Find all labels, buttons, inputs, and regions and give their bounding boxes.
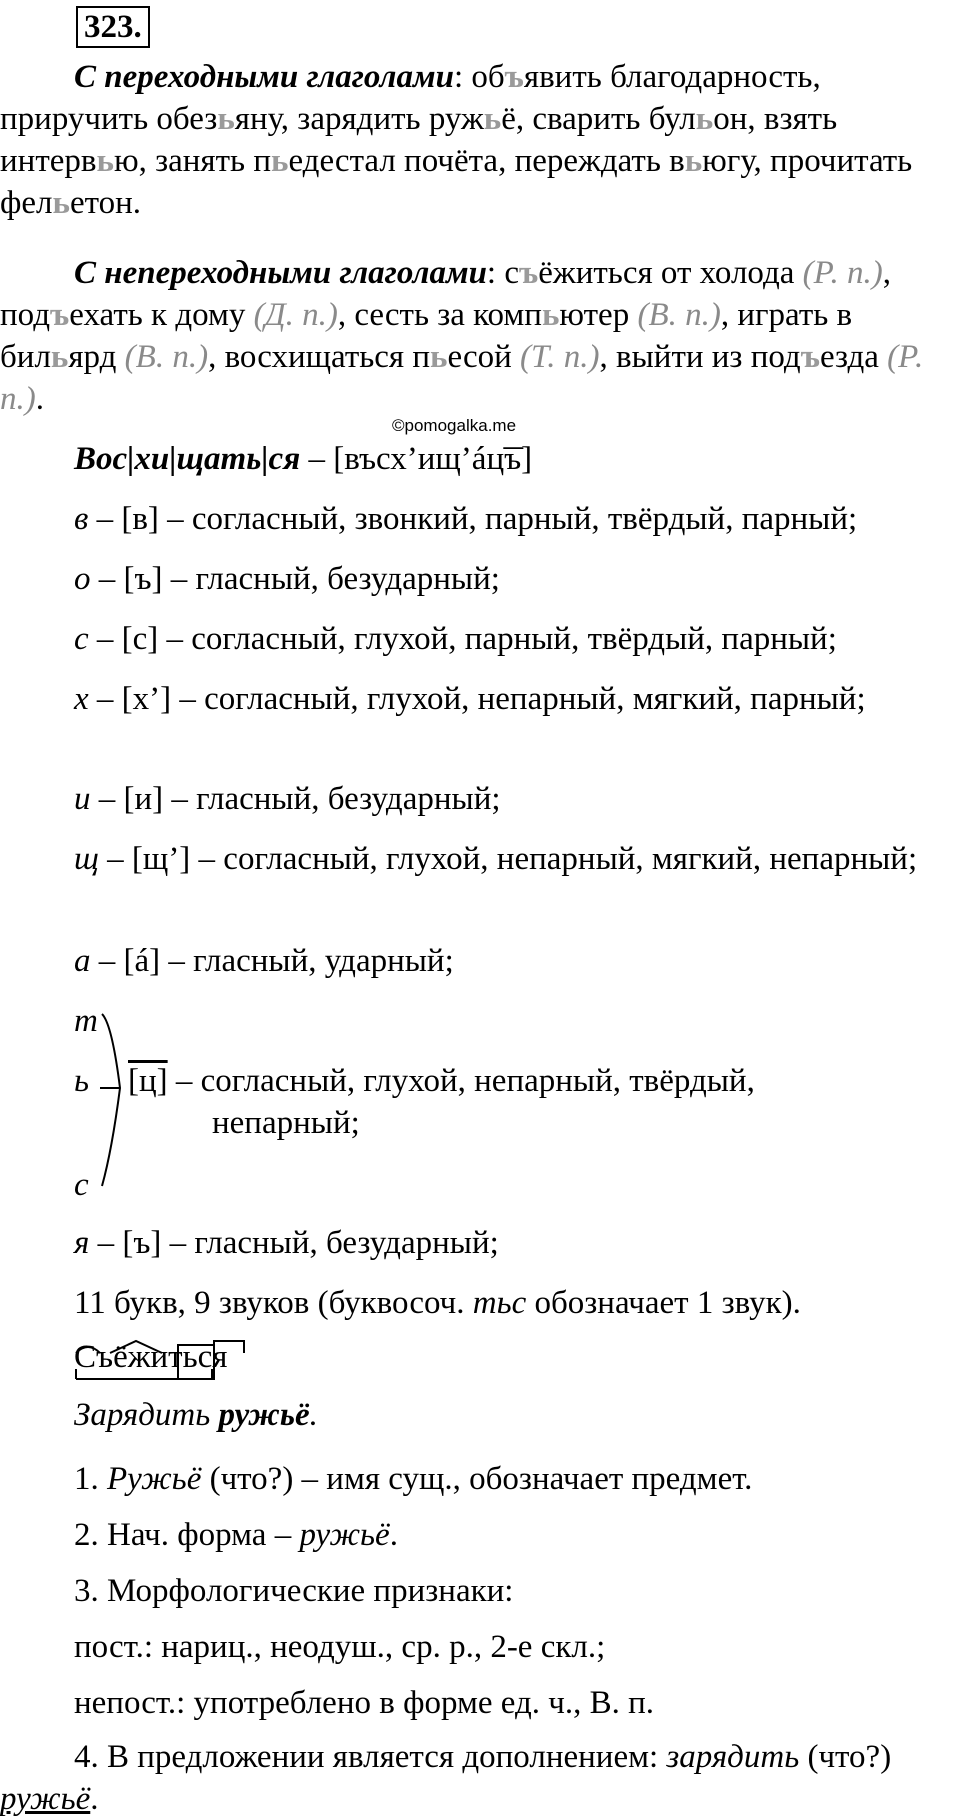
sound-line-i: и – [и] – гласный, безударный; xyxy=(74,781,501,817)
intransitive-title: С непереходными глаголами xyxy=(74,255,487,291)
morph-line-3: 3. Морфологические признаки: xyxy=(74,1573,514,1609)
morph-line-2: 2. Нач. форма – ружьё. xyxy=(74,1517,398,1553)
sound-line-a: а – [á] – гласный, ударный; xyxy=(74,943,454,979)
morph-title: Зарядить ружьё. xyxy=(74,1397,318,1433)
sound-line-shch: щ – [щ’] – согласный, глухой, непарный, мягкий, непарный; xyxy=(74,841,918,877)
transitive-paragraph: С переходными глаголами: объявить благодарность, приручить обезьяну, зарядить ружьё, сварить бульон, взять интервью, занять пьедестал почёта, переждать вьюгу, прочитать фельетон. xyxy=(0,59,913,221)
morph-line-1: 1. Ружьё (что?) – имя сущ., обозначает предмет. xyxy=(74,1461,753,1497)
morph-line-6: 4. В предложении является дополнением: зарядить (что?) ружьё. xyxy=(0,1739,892,1817)
brace-sound-description: [ц] – согласный, глухой, непарный, твёрдый, непарный; xyxy=(128,1063,755,1141)
brace-letter-t: т xyxy=(74,1003,98,1039)
letter-sound-count: 11 букв, 9 звуков (буквосоч. тьс обозначает 1 звук). xyxy=(74,1285,801,1321)
parsed-word: Съёжиться xyxy=(74,1339,228,1375)
brace-letter-soft-sign: ь xyxy=(74,1063,90,1099)
sound-line-v: в – [в] – согласный, звонкий, парный, твёрдый, парный; xyxy=(74,501,858,537)
sound-line-ya: я – [ъ] – гласный, безударный; xyxy=(74,1225,499,1261)
phonetic-header: Вос|хи|щать|ся – [въсх’ищ’áц͞ъ] xyxy=(74,441,533,477)
transitive-title: С переходными глаголами xyxy=(74,59,454,95)
morph-line-4: пост.: нариц., неодуш., ср. р., 2-е скл.; xyxy=(74,1629,606,1665)
sound-line-s: с – [с] – согласный, глухой, парный, твёрдый, парный; xyxy=(74,621,837,657)
exercise-number: 323. xyxy=(76,6,150,48)
sound-line-kh: х – [х’] – согласный, глухой, непарный, мягкий, парный; xyxy=(74,681,866,717)
brace-sound: [ц] xyxy=(128,1063,168,1099)
morph-line-5: непост.: употреблено в форме ед. ч., В. п. xyxy=(74,1685,654,1721)
brace-letter-s: с xyxy=(74,1167,89,1203)
morpheme-marks xyxy=(74,1335,254,1385)
sound-line-o: о – [ъ] – гласный, безударный; xyxy=(74,561,500,597)
watermark: ©pomogalka.me xyxy=(392,416,517,435)
intransitive-paragraph: С непереходными глаголами: съёжиться от холода (Р. п.), подъехать к дому (Д. п.), сесть за компьютер (В. п.), играть в бильярд (В. п.), восхищаться пьесой (Т. п.), выйти из подъезда (Р. п.). xyxy=(0,255,924,417)
